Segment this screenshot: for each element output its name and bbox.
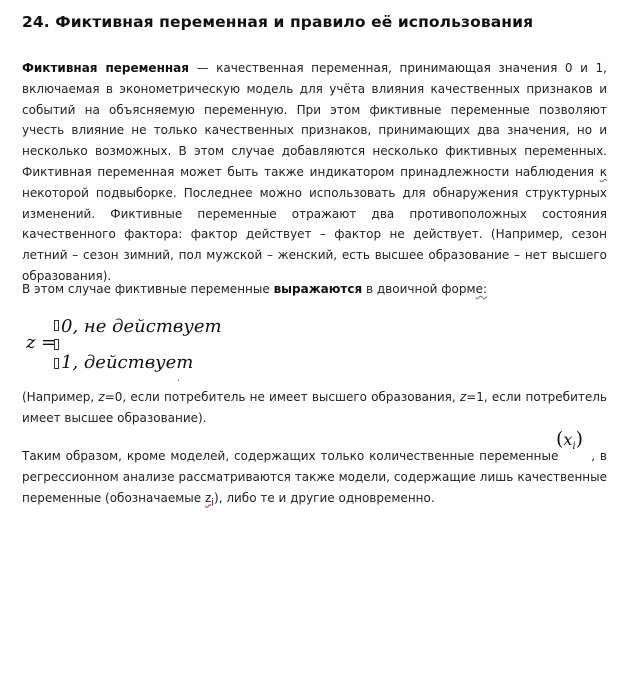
sub-i: i [572, 441, 576, 452]
brace-placeholder-icon [54, 339, 59, 350]
section-title: 24. Фиктивная переменная и правило её использования [22, 13, 534, 31]
formula-case-0: 0, не действует [61, 316, 222, 337]
formula-equals: = [41, 332, 57, 353]
bold-word: выражаются [273, 282, 363, 296]
paragraph-conclusion [22, 446, 607, 514]
dummy-variable-formula [24, 312, 224, 382]
example-b: =0, если потребитель не имеет высшего образования, [104, 390, 460, 404]
var-x: x [563, 430, 573, 449]
conclusion-c: ), либо те и другие одновременно. [214, 490, 435, 505]
binary-text-b: в двоичной форм [362, 282, 476, 296]
xi-formula [556, 428, 583, 452]
var-z: z [98, 390, 105, 404]
var-z: z [204, 490, 212, 505]
term-bold: Фиктивная переменная [22, 61, 189, 75]
paragraph-binary-form [22, 279, 607, 300]
spellcheck-word-k: к [599, 164, 607, 179]
stray-dot: . [177, 373, 181, 384]
paren-close: ) [575, 428, 584, 450]
formula-lhs: z [26, 332, 36, 353]
example-c: =1, если потребитель имеет высшее образование). [22, 390, 607, 425]
conclusion-a: Таким образом, кроме моделей, содержащих только количественные переменные [22, 449, 564, 463]
brace-placeholder-icon [54, 358, 59, 369]
sub-i: i [211, 496, 215, 508]
spellcheck-zi [204, 490, 215, 508]
brace-placeholder-icon [54, 320, 59, 331]
definition-text-cont: некоторой подвыборке. Последнее можно использовать для обнаружения структурных изменений. Фиктивные переменные отражают два противоположных состояния качественного фактора: фактор действует – фактор не действует. (Например, сезон летний – сезон зимний, пол мужской – женский, есть высшее образование – нет высшего образования). [22, 185, 607, 283]
conclusion-b: , в регрессионном анализе рассматриваются также модели, содержащие лишь качественные переменные (обозначаемые [22, 449, 607, 505]
example-a: (Например, [22, 390, 99, 404]
paragraph-definition [22, 58, 607, 287]
spellcheck-mark: е: [475, 282, 487, 296]
definition-text: — качественная переменная, принимающая значения 0 и 1, включаемая в эконометрическую модель для учёта влияния качественных признаков и событий на объясняемую переменную. При этом фиктивные переменные позволяют учесть влияние не только качественных признаков, принимающих два значения, но и несколько возможных. В этом случае добавляются несколько фиктивных переменных. Фиктивная переменная может быть также индикатором принадлежности наблюдения [22, 61, 608, 179]
paragraph-example [22, 387, 607, 429]
var-z: z [459, 390, 467, 404]
paren-open: ( [556, 428, 564, 450]
formula-case-1: 1, действует [61, 352, 194, 373]
binary-text-a: В этом случае фиктивные переменные [22, 282, 274, 296]
